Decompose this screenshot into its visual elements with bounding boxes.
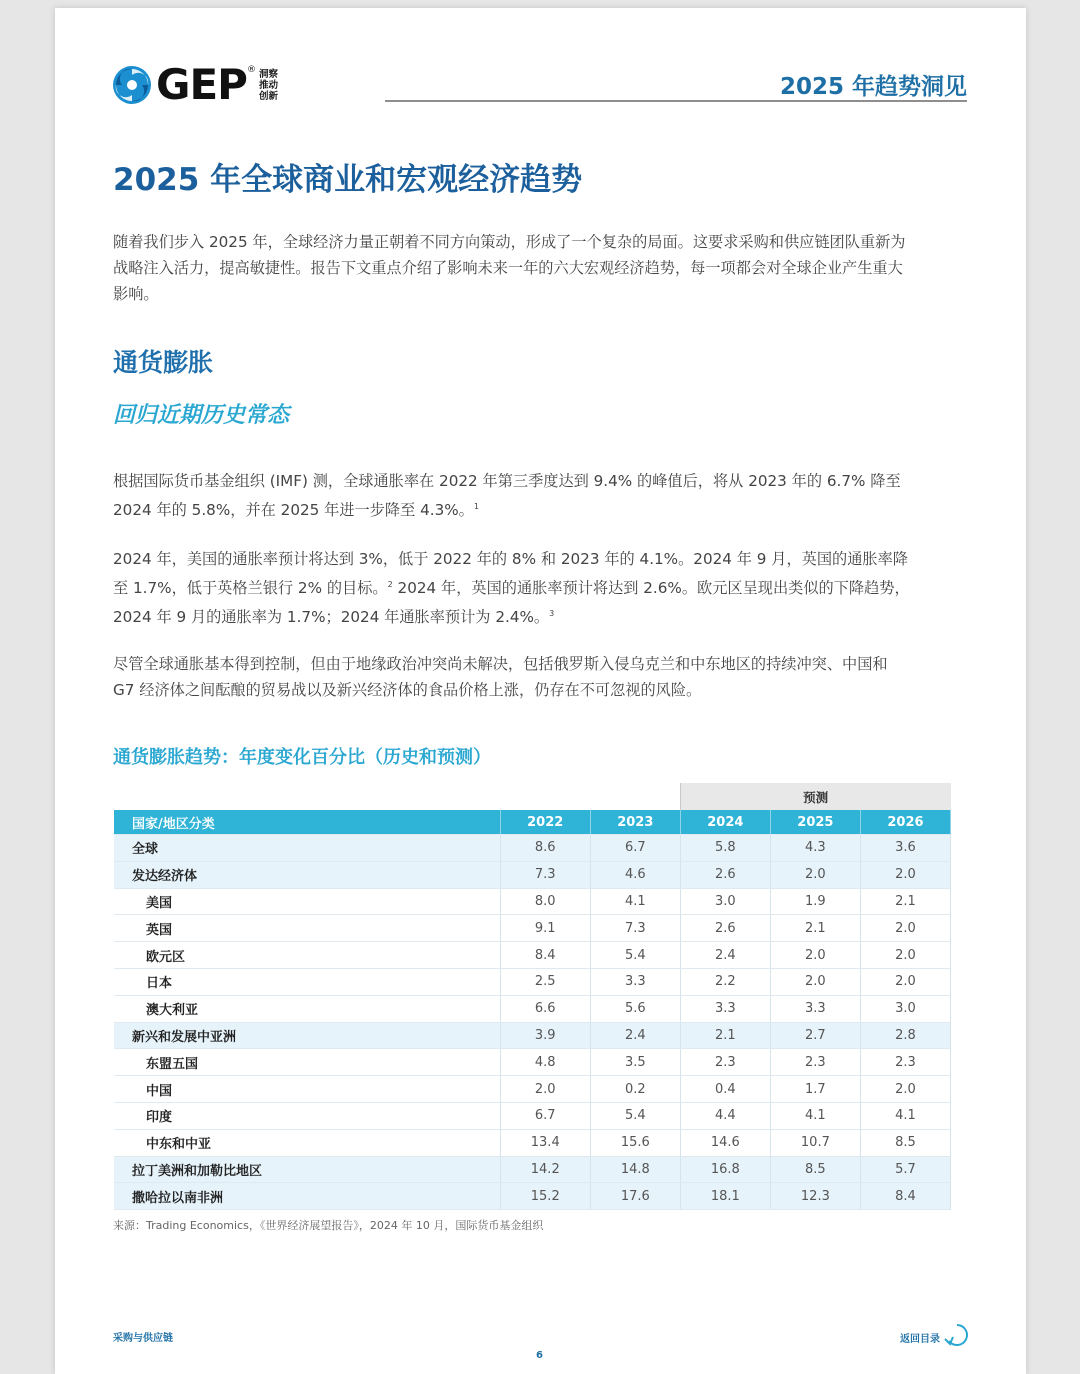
table-cell: 3.9 [500, 1022, 590, 1049]
table-cell: 2.6 [680, 915, 770, 942]
table-cell: 0.2 [590, 1076, 680, 1103]
table-row [114, 1156, 951, 1183]
table-cell: 8.5 [860, 1129, 950, 1156]
table-cell: 8.5 [770, 1156, 860, 1183]
table-cell: 3.0 [680, 888, 770, 915]
table-cell: 9.1 [500, 915, 590, 942]
body-paragraph-1 [113, 468, 913, 523]
table-cell: 8.4 [500, 942, 590, 969]
table-cell: 14.6 [680, 1129, 770, 1156]
logo-tagline-line: 创新 [258, 90, 278, 102]
table-cell: 14.2 [500, 1156, 590, 1183]
forecast-spacer [114, 783, 500, 810]
table-cell: 5.6 [590, 995, 680, 1022]
table-cell: 2.3 [770, 1049, 860, 1076]
table-cell: 2.0 [860, 915, 950, 942]
table-cell: 4.4 [680, 1102, 770, 1129]
table-cell: 2.1 [680, 1022, 770, 1049]
body-paragraph-2 [113, 546, 913, 630]
forecast-spacer [500, 783, 590, 810]
section-title: 通货膨胀 [113, 348, 214, 377]
table-cell: 10.7 [770, 1129, 860, 1156]
table-cell: 2.2 [680, 968, 770, 995]
table-cell: 8.0 [500, 888, 590, 915]
table-row [114, 968, 951, 995]
table-cell: 7.3 [590, 915, 680, 942]
row-label: 澳大利亚 [114, 995, 500, 1022]
logo-wordmark: GEP [156, 60, 247, 109]
table-cell: 7.3 [500, 861, 590, 888]
table-cell: 1.7 [770, 1076, 860, 1103]
logo-tagline [259, 69, 278, 102]
table-cell: 2.0 [860, 861, 950, 888]
column-header: 2024 [680, 810, 770, 835]
table-row [114, 835, 951, 862]
table-cell: 2.4 [680, 942, 770, 969]
table-row [114, 1183, 951, 1210]
table-cell: 2.5 [500, 968, 590, 995]
row-label: 日本 [114, 968, 500, 995]
table-cell: 3.3 [590, 968, 680, 995]
table-cell: 2.6 [680, 861, 770, 888]
table-row [114, 888, 951, 915]
table-cell: 4.3 [770, 835, 860, 862]
table-cell: 3.0 [860, 995, 950, 1022]
paragraph-text: 2024 年，英国的通胀率预计将达到 2.6%。欧元区呈现出类似的下降趋势，2024 年 9 月的通胀率为 1.7%；2024 年通胀率预计为 2.4%。 [113, 579, 910, 627]
forecast-spacer [590, 783, 680, 810]
logo-tagline-line: 洞察 [258, 68, 278, 80]
table-row [114, 1049, 951, 1076]
paragraph-text: 2024 年，美国的通胀率预计将达到 3%，低于 2022 年的 8% 和 2023 年的 4.1%。2024 年 9 月，英国的通胀率降至 1.7%，低于英格兰银行 2% 的目标。 [113, 550, 908, 598]
column-header: 2023 [590, 810, 680, 835]
forecast-header-row [114, 783, 951, 810]
table-cell: 8.6 [500, 835, 590, 862]
gep-logo [112, 60, 278, 109]
footer-section-label: 采购与供应链 [113, 1333, 173, 1344]
table-cell: 6.7 [500, 1102, 590, 1129]
table-cell: 5.7 [860, 1156, 950, 1183]
row-label: 印度 [114, 1102, 500, 1129]
row-label: 中国 [114, 1076, 500, 1103]
row-label: 欧元区 [114, 942, 500, 969]
column-header: 国家/地区分类 [114, 810, 500, 835]
table-cell: 17.6 [590, 1183, 680, 1210]
table-cell: 4.1 [770, 1102, 860, 1129]
table-cell: 2.0 [860, 942, 950, 969]
row-label: 中东和中亚 [114, 1129, 500, 1156]
table-cell: 0.4 [680, 1076, 770, 1103]
intro-paragraph: 随着我们步入 2025 年，全球经济力量正朝着不同方向策动，形成了一个复杂的局面。这要求采购和供应链团队重新为战略注入活力，提高敏捷性。报告下文重点介绍了影响未来一年的六大宏观经济趋势，每一项都会对全球企业产生重大影响。 [113, 233, 906, 303]
body-paragraph-3: 尽管全球通胀基本得到控制，但由于地缘政治冲突尚未解决，包括俄罗斯入侵乌克兰和中东地区的持续冲突、中国和 G7 经济体之间酝酿的贸易战以及新兴经济体的食品价格上涨，仍存在不可忽视的风险。 [113, 655, 888, 699]
table-cell: 4.8 [500, 1049, 590, 1076]
report-title: 2025 年趋势洞见 [779, 74, 967, 100]
table-cell: 3.6 [860, 835, 950, 862]
row-label: 拉丁美洲和加勒比地区 [114, 1156, 500, 1183]
table-row [114, 995, 951, 1022]
table-cell: 14.8 [590, 1156, 680, 1183]
back-to-contents-link[interactable]: 返回目录 [900, 1334, 940, 1345]
table-cell: 2.0 [860, 968, 950, 995]
table-row [114, 915, 951, 942]
row-label: 美国 [114, 888, 500, 915]
row-label: 英国 [114, 915, 500, 942]
table-row [114, 942, 951, 969]
table-cell: 5.4 [590, 942, 680, 969]
document-page [55, 8, 1026, 1374]
page-title: 2025 年全球商业和宏观经济趋势 [113, 162, 583, 198]
table-row [114, 861, 951, 888]
table-cell: 3.3 [680, 995, 770, 1022]
row-label: 新兴和发展中亚洲 [114, 1022, 500, 1049]
forecast-label: 预测 [680, 783, 950, 810]
table-cell: 2.8 [860, 1022, 950, 1049]
table-cell: 16.8 [680, 1156, 770, 1183]
table-cell: 2.4 [590, 1022, 680, 1049]
table-cell: 1.9 [770, 888, 860, 915]
table-cell: 13.4 [500, 1129, 590, 1156]
table-row [114, 1022, 951, 1049]
table-cell: 6.7 [590, 835, 680, 862]
table-cell: 8.4 [860, 1183, 950, 1210]
table-row [114, 1129, 951, 1156]
back-arrow-icon[interactable] [944, 1322, 970, 1350]
table-row [114, 1076, 951, 1103]
table-cell: 12.3 [770, 1183, 860, 1210]
table-cell: 2.1 [860, 888, 950, 915]
table-cell: 3.5 [590, 1049, 680, 1076]
column-header: 2022 [500, 810, 590, 835]
row-label: 发达经济体 [114, 861, 500, 888]
table-body [114, 783, 951, 1210]
table-cell: 2.7 [770, 1022, 860, 1049]
table-cell: 2.1 [770, 915, 860, 942]
table-cell: 5.4 [590, 1102, 680, 1129]
subsection-title: 回归近期历史常态 [113, 403, 290, 428]
table-cell: 2.0 [770, 968, 860, 995]
registered-mark: ® [246, 65, 256, 75]
row-label: 撒哈拉以南非洲 [114, 1183, 500, 1210]
header-divider [385, 100, 967, 102]
paragraph-text: 根据国际货币基金组织 (IMF) 测，全球通胀率在 2022 年第三季度达到 9.4% 的峰值后，将从 2023 年的 6.7% 降至 2024 年的 5.8%，并在 2025 年进一步降至 4.3%。 [113, 472, 901, 520]
column-header: 2026 [860, 810, 950, 835]
table-cell: 2.3 [680, 1049, 770, 1076]
table-title: 通货膨胀趋势：年度变化百分比（历史和预测） [113, 747, 491, 768]
table-cell: 4.1 [590, 888, 680, 915]
logo-tagline-line: 推动 [258, 79, 278, 91]
row-label: 东盟五国 [114, 1049, 500, 1076]
page-number: 6 [536, 1350, 543, 1361]
table-cell: 3.3 [770, 995, 860, 1022]
row-label: 全球 [114, 835, 500, 862]
table-cell: 18.1 [680, 1183, 770, 1210]
table-cell: 2.0 [770, 861, 860, 888]
footnote-ref[interactable]: 2 [387, 580, 393, 589]
footnote-ref[interactable]: 1 [473, 502, 479, 511]
inflation-table [114, 783, 951, 1210]
table-cell: 2.0 [500, 1076, 590, 1103]
table-row [114, 1102, 951, 1129]
table-cell: 5.8 [680, 835, 770, 862]
table-source: 来源：Trading Economics，《世界经济展望报告》，2024 年 10 月，国际货币基金组织 [113, 1219, 544, 1232]
table-cell: 2.3 [860, 1049, 950, 1076]
table-cell: 6.6 [500, 995, 590, 1022]
table-cell: 2.0 [770, 942, 860, 969]
column-header: 2025 [770, 810, 860, 835]
footnote-ref[interactable]: 3 [549, 609, 555, 619]
table-cell: 2.0 [860, 1076, 950, 1103]
gep-swirl-icon [112, 65, 152, 105]
table-cell: 4.6 [590, 861, 680, 888]
table-cell: 15.2 [500, 1183, 590, 1210]
table-cell: 15.6 [590, 1129, 680, 1156]
table-header-row [114, 810, 951, 835]
table-cell: 4.1 [860, 1102, 950, 1129]
